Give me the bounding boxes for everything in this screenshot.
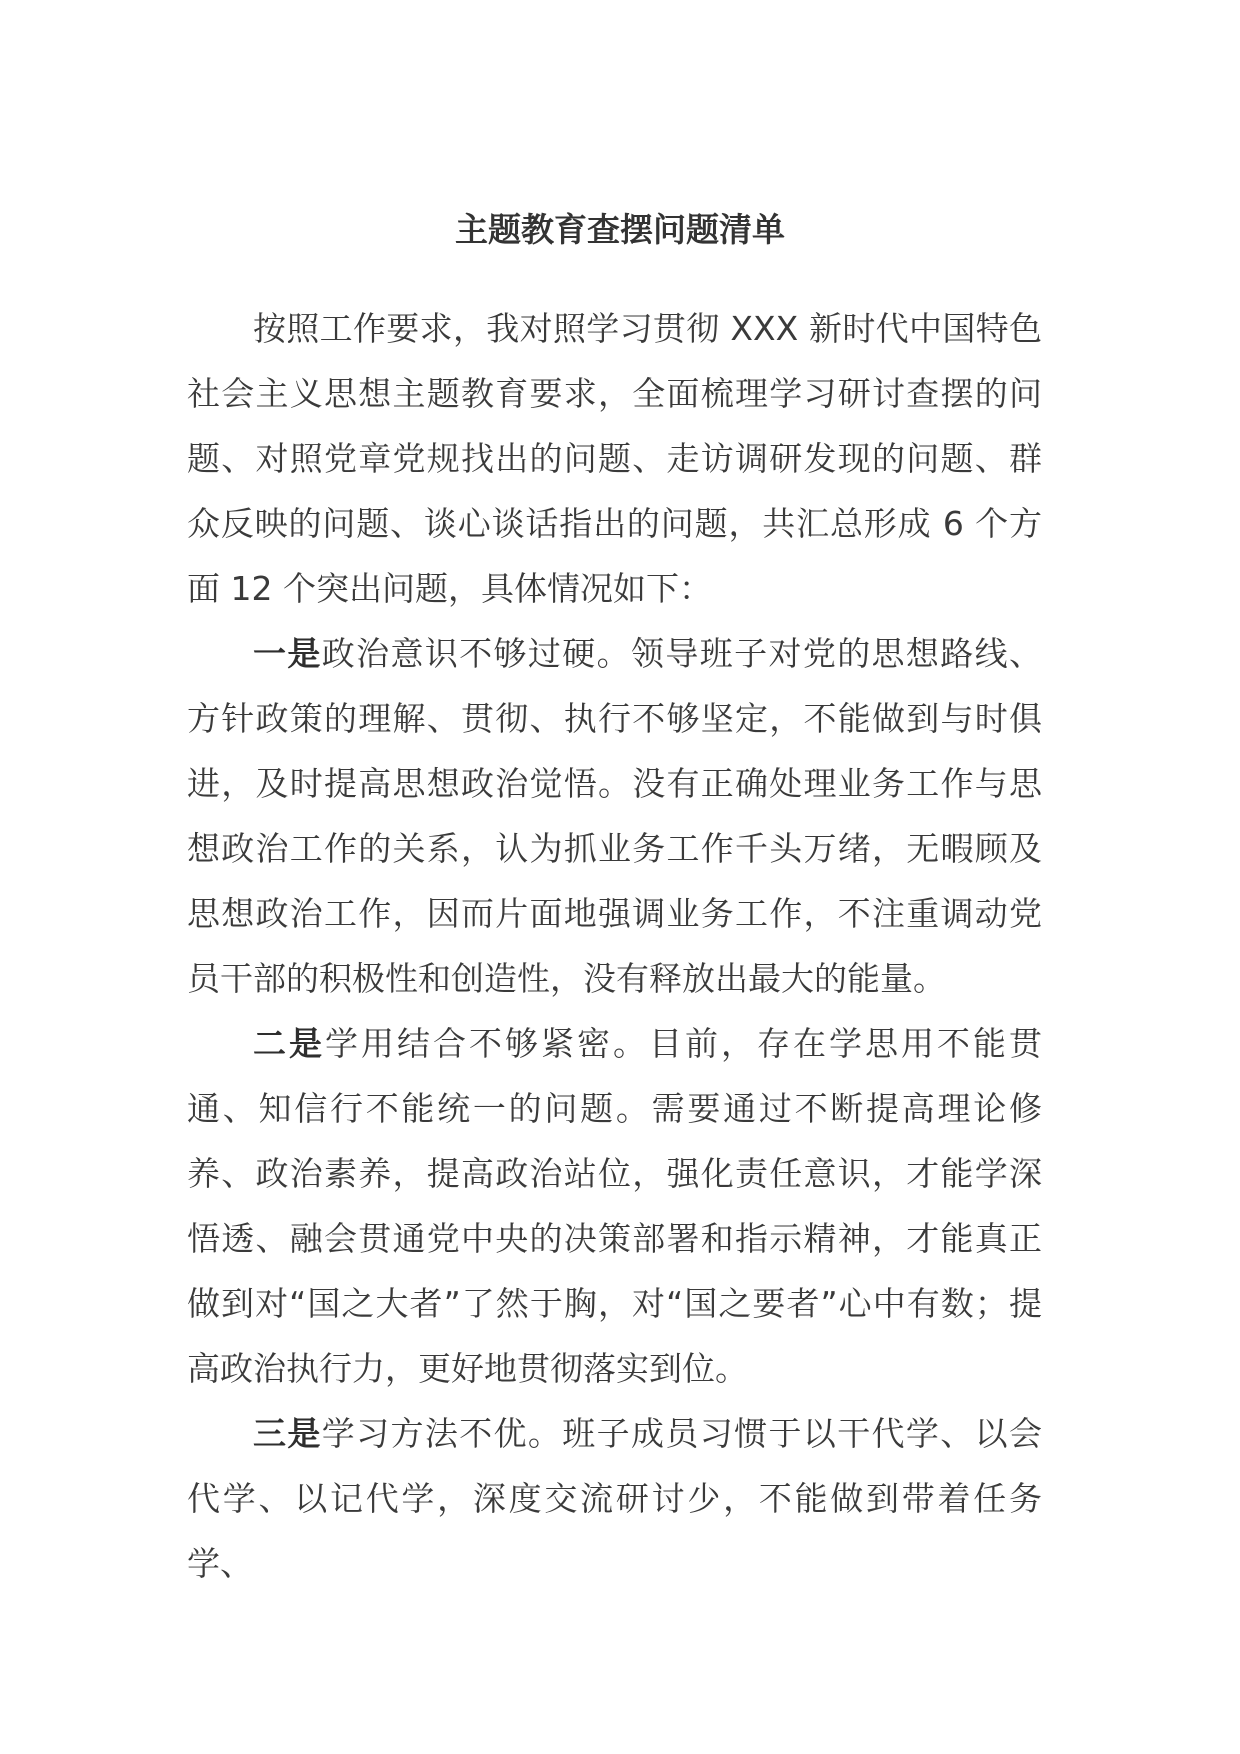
problem-paragraph-2: [187, 1011, 1042, 1401]
intro-paragraph: [187, 296, 1042, 621]
problem-2-lead: 二是: [253, 1024, 325, 1063]
problem-1-text: 政治意识不够过硬。领导班子对党的思想路线、方针政策的理解、贯彻、执行不够坚定，不能做到与时俱进，及时提高思想政治觉悟。没有正确处理业务工作与思想政治工作的关系，认为抓业务工作千头万绪，无暇顾及思想政治工作，因而片面地强调业务工作，不注重调动党员干部的积极性和创造性，没有释放出最大的能量。: [187, 634, 1043, 998]
problem-3-text: 学习方法不优。班子成员习惯于以干代学、以会代学、以记代学，深度交流研讨少，不能做到带着任务学、: [187, 1414, 1043, 1583]
problem-paragraph-3: [187, 1401, 1042, 1596]
problem-paragraph-1: [187, 621, 1042, 1011]
document-title: 主题教育查摆问题清单: [455, 210, 785, 249]
problem-1-lead: 一是: [253, 634, 322, 673]
intro-paragraph-text: 按照工作要求，我对照学习贯彻 XXX 新时代中国特色社会主义思想主题教育要求，全面梳理学习研讨查摆的问题、对照党章党规找出的问题、走访调研发现的问题、群众反映的问题、谈心谈话指出的问题，共汇总形成 6 个方面 12 个突出问题，具体情况如下：: [187, 309, 1042, 608]
problem-3-lead: 三是: [253, 1414, 322, 1453]
document-body: [187, 296, 1042, 1596]
problem-2-text: 学用结合不够紧密。目前，存在学思用不能贯通、知信行不能统一的问题。需要通过不断提高理论修养、政治素养，提高政治站位，强化责任意识，才能学深悟透、融会贯通党中央的决策部署和指示精神，才能真正做到对“国之大者”了然于胸，对“国之要者”心中有数；提高政治执行力，更好地贯彻落实到位。: [187, 1024, 1042, 1388]
